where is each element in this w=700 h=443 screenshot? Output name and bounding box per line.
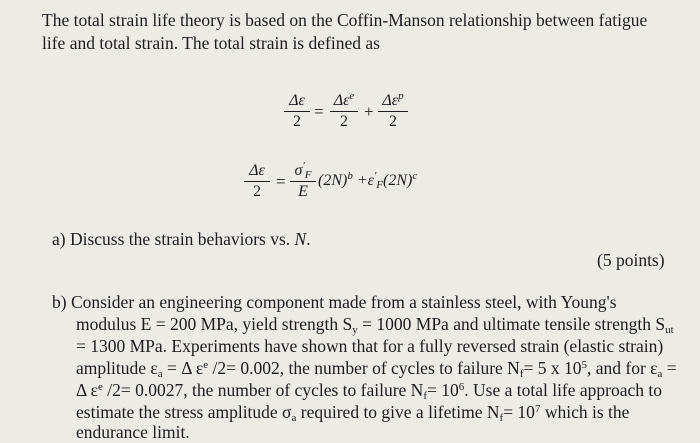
l5c: /2= 0.0027, the number of cycles to failure N	[102, 380, 424, 400]
l4k: =	[662, 358, 677, 378]
eq2-sigma-den: E	[298, 183, 308, 200]
eq2-term1-exp: b	[347, 170, 353, 182]
l4e: /2= 0.002, the number of cycles to failure N	[208, 358, 520, 378]
eq1-lhs-num: Δε	[289, 92, 305, 109]
l4f: f	[519, 368, 524, 380]
l6d: f	[499, 412, 504, 424]
l6b: a	[291, 412, 297, 424]
eq1-plastic-fraction	[378, 92, 408, 131]
part-b-line-4	[76, 357, 677, 379]
l2b: y	[352, 324, 358, 336]
eq1-t1-den: 2	[340, 113, 348, 130]
eq1-t1-sup: e	[349, 90, 355, 102]
intro-line-1: The total strain life theory is based on the Coffin-Manson relationship between fatigue	[42, 10, 648, 30]
l4d: e	[203, 359, 209, 371]
eq2-eps: ε	[367, 172, 374, 189]
l2d: ut	[665, 324, 674, 336]
eq2-term2-exp: c	[412, 170, 418, 182]
eq2-term1: (2N)	[318, 172, 348, 189]
part-b-line-5	[76, 379, 662, 401]
eq2-sigma-fraction	[290, 162, 316, 201]
eq1-t1-num: Δε	[333, 92, 350, 109]
part-b-line-6	[76, 401, 629, 423]
eq2-eps-prime: '	[373, 170, 377, 182]
l6g: which is the	[540, 402, 630, 422]
part-a-points: (5 points)	[597, 250, 665, 270]
eq2-equals: =	[276, 172, 286, 191]
eq2-sigma-sub: F	[304, 169, 312, 181]
eq1-equals: =	[314, 102, 324, 121]
eq2-eps-sub: F	[376, 179, 384, 191]
l6e: = 10	[503, 402, 535, 422]
l2a: modulus E = 200 MPa, yield strength S	[76, 314, 353, 334]
l6f: 7	[534, 403, 541, 415]
eq2-sigma-prime: '	[302, 160, 305, 172]
l5g: . Use a total life approach to	[464, 380, 663, 400]
eq1-elastic-fraction	[330, 92, 358, 131]
l5e: = 10	[427, 380, 459, 400]
l4i: , and for ε	[586, 358, 658, 378]
l5b: e	[98, 381, 103, 393]
part-b-line-3: = 1300 MPa. Experiments have shown that for a fully reversed strain (elastic strain)	[76, 336, 664, 356]
part-a-label: a) Discuss the strain behaviors vs.	[52, 229, 295, 249]
l4g: = 5 x 10	[523, 358, 582, 378]
part-b-line-7: endurance limit.	[76, 422, 190, 442]
l6c: required to give a lifetime N	[296, 402, 500, 422]
eq2-lhs-den: 2	[253, 183, 261, 200]
part-b-line-1: b) Consider an engineering component made from a stainless steel, with Young's	[52, 292, 617, 312]
eq2-plus: +	[356, 172, 368, 189]
eq2-term2: (2N)	[383, 172, 413, 189]
part-a-end: .	[306, 229, 311, 249]
part-b-line-2	[76, 313, 674, 335]
eq1-lhs-den: 2	[293, 113, 301, 130]
eq1-plus: +	[364, 102, 374, 121]
eq1-lhs-fraction	[284, 92, 310, 131]
l4a: amplitude ε	[76, 358, 158, 378]
l5f: 6	[458, 381, 465, 393]
part-a-var: N	[294, 229, 307, 249]
l5d: f	[423, 390, 427, 402]
l5a: Δ ε	[76, 380, 99, 400]
eq2-sigma: σ	[294, 162, 303, 179]
l4j: a	[657, 368, 663, 380]
eq1-t2-den: 2	[389, 113, 397, 130]
part-a-question	[52, 228, 311, 250]
eq2-lhs-fraction	[244, 162, 270, 201]
l4b: a	[157, 368, 163, 380]
eq1-t2-sup: p	[398, 90, 404, 102]
eq2-lhs-num: Δε	[249, 162, 265, 179]
eq2-tail	[318, 172, 417, 190]
l4c: = Δ ε	[162, 358, 204, 378]
intro-line-2: life and total strain. The total strain is defined as	[42, 33, 380, 53]
l6a: estimate the stress amplitude σ	[76, 402, 292, 422]
l2c: = 1000 MPa and ultimate tensile strength S	[357, 314, 666, 334]
l4h: 5	[581, 359, 587, 371]
eq1-t2-num: Δε	[382, 92, 399, 109]
